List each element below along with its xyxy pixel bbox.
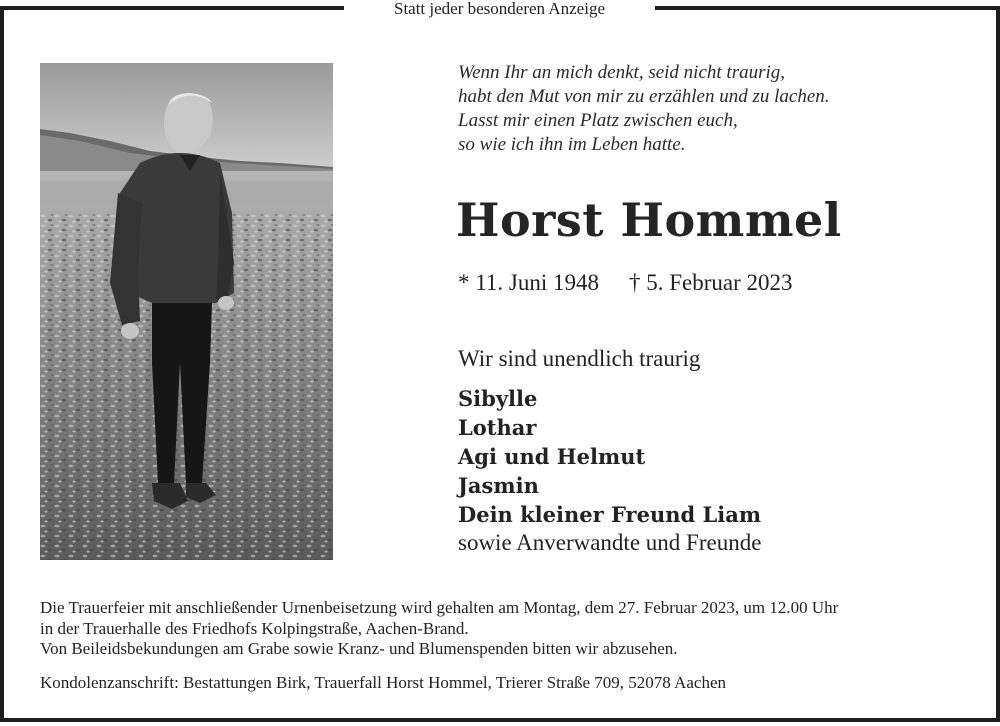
poem-line: Lasst mir einen Platz zwischen euch,	[458, 110, 738, 131]
mourner-name: Lothar	[458, 415, 537, 440]
poem-line: so wie ich ihn im Leben hatte.	[458, 134, 686, 155]
service-line: in der Trauerhalle des Friedhofs Kolpingstraße, Aachen-Brand.	[40, 618, 469, 638]
portrait-photo	[40, 63, 333, 560]
header-rule-right	[655, 6, 1000, 10]
notice-header: Statt jeder besonderen Anzeige	[393, 0, 605, 18]
life-dates	[458, 270, 793, 296]
poem-line: Wenn Ihr an mich denkt, seid nicht traurig,	[458, 62, 786, 83]
mourner-name: Sibylle	[458, 386, 538, 411]
header-rule-left	[0, 6, 344, 10]
mourner-name: Jasmin	[458, 473, 539, 498]
mourners-intro: Wir sind unendlich traurig	[458, 346, 701, 371]
mourners-closing: sowie Anverwandte und Freunde	[458, 530, 762, 555]
poem-line: habt den Mut von mir zu erzählen und zu lachen.	[458, 86, 830, 107]
mourner-name: Dein kleiner Freund Liam	[458, 502, 762, 527]
service-line: Die Trauerfeier mit anschließender Urnenbeisetzung wird gehalten am Montag, dem 27. Februar 2023, um 12.00 Uhr	[40, 598, 839, 617]
deceased-name: Horst Hommel	[456, 193, 842, 247]
birth-date: * 11. Juni 1948	[458, 270, 599, 295]
memorial-poem	[458, 61, 830, 157]
service-line: Von Beileidsbekundungen am Grabe sowie Kranz- und Blumenspenden bitten wir abzusehen.	[40, 639, 678, 658]
service-details	[40, 598, 838, 693]
mourners-block	[458, 346, 761, 556]
death-date: † 5. Februar 2023	[629, 270, 793, 295]
mourner-name: Agi und Helmut	[458, 444, 646, 469]
condolence-address: Kondolenzanschrift: Bestattungen Birk, Trauerfall Horst Hommel, Trierer Straße 709, 52078 Aachen	[40, 672, 727, 692]
